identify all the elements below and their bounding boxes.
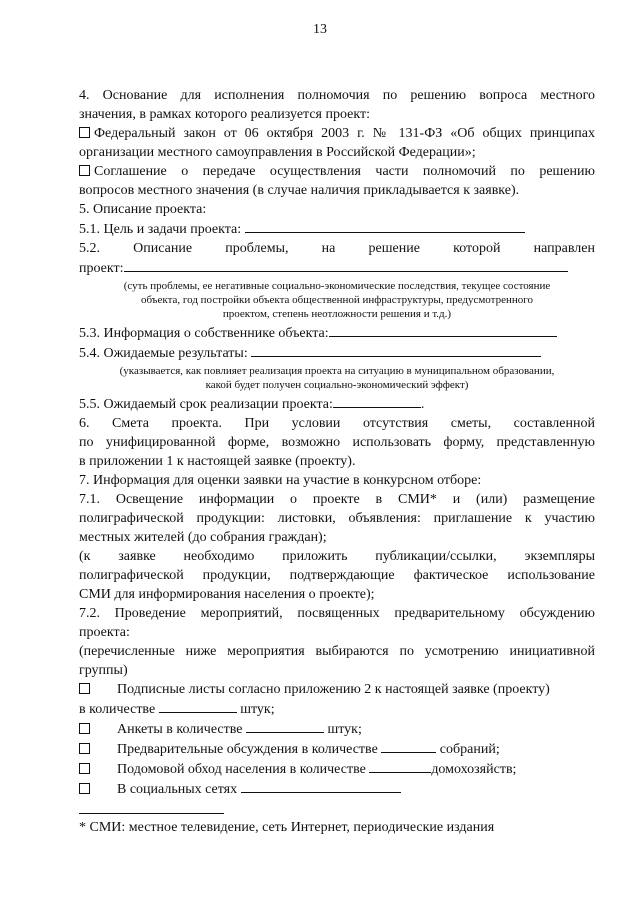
checkbox[interactable] bbox=[79, 723, 90, 734]
section-7-1-note: (к заявке необходимо приложить публикации/ссылки, экземпляры bbox=[79, 549, 595, 564]
owner-field[interactable] bbox=[329, 323, 557, 337]
section-7-2: 7.2. Проведение мероприятий, посвященных предварительному обсуждению bbox=[79, 606, 595, 621]
checkbox[interactable] bbox=[79, 743, 90, 754]
section-6: 6. Смета проекта. При условии отсутствия сметы, составленной bbox=[79, 416, 595, 431]
document-body bbox=[79, 86, 595, 837]
problem-field[interactable] bbox=[124, 258, 568, 272]
section-6-cont2: в приложении 1 к настоящей заявке (проекту). bbox=[79, 454, 356, 469]
signatures-count-field[interactable] bbox=[159, 699, 237, 713]
section-7-2-cont: проекта: bbox=[79, 625, 130, 640]
section-5-2-cont: проект: bbox=[79, 258, 595, 278]
section-4-heading-cont: значения, в рамках которого реализуется проект: bbox=[79, 107, 370, 122]
results-field[interactable] bbox=[251, 343, 541, 357]
section-5-heading: 5. Описание проекта: bbox=[79, 202, 207, 217]
social-networks-field[interactable] bbox=[241, 779, 401, 793]
basis-option-agreement: Соглашение о передаче осуществления части полномочий по решению bbox=[79, 162, 595, 181]
deadline-field[interactable] bbox=[333, 394, 421, 408]
section-5-1: 5.1. Цель и задачи проекта: bbox=[79, 219, 595, 239]
list-item-signatures-cont: в количестве штук; bbox=[79, 699, 595, 719]
section-6-cont: по унифицированной форме, возможно использовать форму, представленную bbox=[79, 435, 595, 450]
basis-option-federal-law-cont: организации местного самоуправления в Российской Федерации»; bbox=[79, 145, 476, 160]
footnote-divider bbox=[79, 813, 224, 814]
basis-option-federal-law: Федеральный закон от 06 октября 2003 г. № 131-ФЗ «Об общих принципах bbox=[79, 124, 595, 143]
questionnaires-count-field[interactable] bbox=[246, 719, 324, 733]
section-5-3: 5.3. Информация о собственнике объекта: bbox=[79, 323, 595, 343]
section-7-1-note-cont2: СМИ для информирования населения о проекте); bbox=[79, 587, 375, 602]
section-7-1: 7.1. Освещение информации о проекте в СМИ* и (или) размещение bbox=[79, 492, 595, 507]
list-item-door-to-door: Подомовой обход населения в количестве домохозяйств; bbox=[79, 759, 595, 779]
households-count-field[interactable] bbox=[369, 759, 431, 773]
list-item-meetings: Предварительные обсуждения в количестве собраний; bbox=[79, 739, 595, 759]
section-5-4: 5.4. Ожидаемые результаты: bbox=[79, 343, 595, 363]
meetings-count-field[interactable] bbox=[381, 739, 436, 753]
list-item-signatures: Подписные листы согласно приложению 2 к настоящей заявке (проекту) bbox=[79, 680, 595, 699]
section-5-5: 5.5. Ожидаемый срок реализации проекта: . bbox=[79, 394, 595, 414]
list-item-questionnaires: Анкеты в количестве штук; bbox=[79, 719, 595, 739]
checkbox[interactable] bbox=[79, 165, 90, 176]
section-7-2-note: (перечисленные ниже мероприятия выбираются по усмотрению инициативной bbox=[79, 644, 595, 659]
section-7-1-cont2: местных жителей (до собрания граждан); bbox=[79, 530, 327, 545]
section-5-2-note: (суть проблемы, ее негативные социально-экономические последствия, текущее состояние объекта, год постройки объекта общественной инфраструктуры, предусмотренного проектом, степень неотложности решения и т.д.) bbox=[123, 280, 551, 320]
footnote: * СМИ: местное телевидение, сеть Интернет, периодические издания bbox=[79, 820, 495, 835]
goals-field[interactable] bbox=[245, 219, 525, 233]
section-7-1-note-cont: полиграфической продукции, подтверждающие фактическое использование bbox=[79, 568, 595, 583]
checkbox[interactable] bbox=[79, 127, 90, 138]
basis-option-agreement-cont: вопросов местного значения (в случае наличия прикладывается к заявке). bbox=[79, 183, 520, 198]
section-4-heading: 4. Основание для исполнения полномочия по решению вопроса местного bbox=[79, 88, 595, 103]
checkbox[interactable] bbox=[79, 763, 90, 774]
list-item-social-networks: В социальных сетях bbox=[79, 779, 595, 799]
checkbox[interactable] bbox=[79, 683, 90, 694]
section-7-1-cont: полиграфической продукции: листовки, объявления: приглашение к участию bbox=[79, 511, 595, 526]
checkbox[interactable] bbox=[79, 783, 90, 794]
section-5-4-note: (указывается, как повлияет реализация проекта на ситуацию в муниципальном образовании, какой будет получен социально-экономический эффект) bbox=[119, 365, 555, 391]
section-7-2-note-cont: группы) bbox=[79, 663, 128, 678]
section-7-heading: 7. Информация для оценки заявки на участие в конкурсном отборе: bbox=[79, 473, 482, 488]
section-5-2: 5.2. Описание проблемы, на решение которой направлен bbox=[79, 241, 595, 256]
page-number: 13 bbox=[313, 22, 327, 37]
